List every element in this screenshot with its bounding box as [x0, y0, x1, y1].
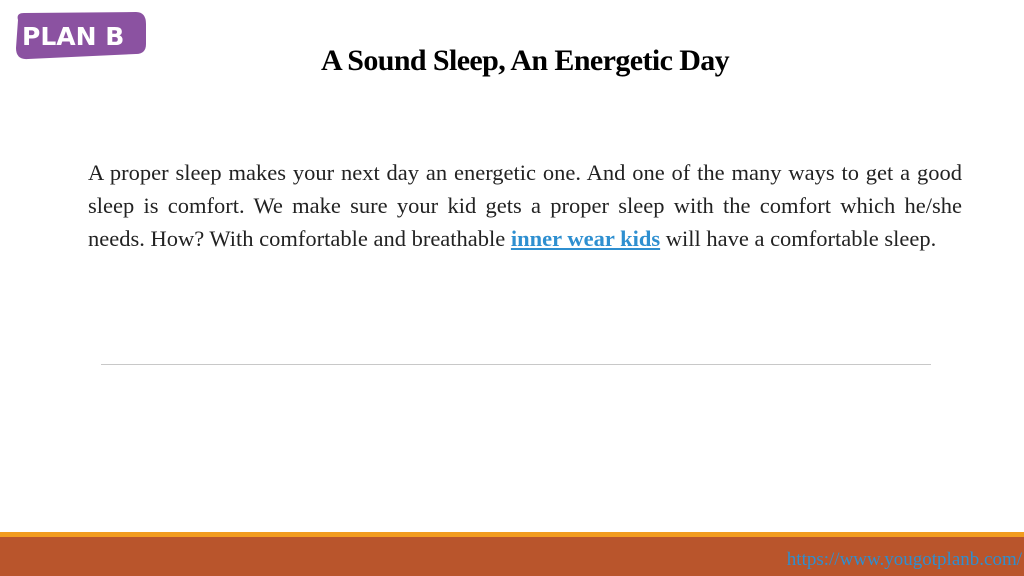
inner-wear-kids-link[interactable]: inner wear kids [510, 226, 661, 251]
divider [101, 364, 931, 365]
body-paragraph [88, 156, 962, 255]
page-title: A Sound Sleep, An Energetic Day [320, 44, 730, 77]
footer-bar [0, 537, 1024, 576]
paragraph-text-after-link: will have a comfortable sleep. [660, 226, 937, 251]
footer-website-link[interactable]: https://www.yougotplanb.com/ [786, 549, 1022, 570]
logo-text: PLAN B [22, 22, 125, 51]
paragraph-text-before-link: A proper sleep makes your next day an energetic one. And one of the many ways to get a good sleep is comfort. We make sure your kid gets a proper sleep with the comfort which he/she needs. How? With comfortable and breathable [88, 160, 962, 251]
